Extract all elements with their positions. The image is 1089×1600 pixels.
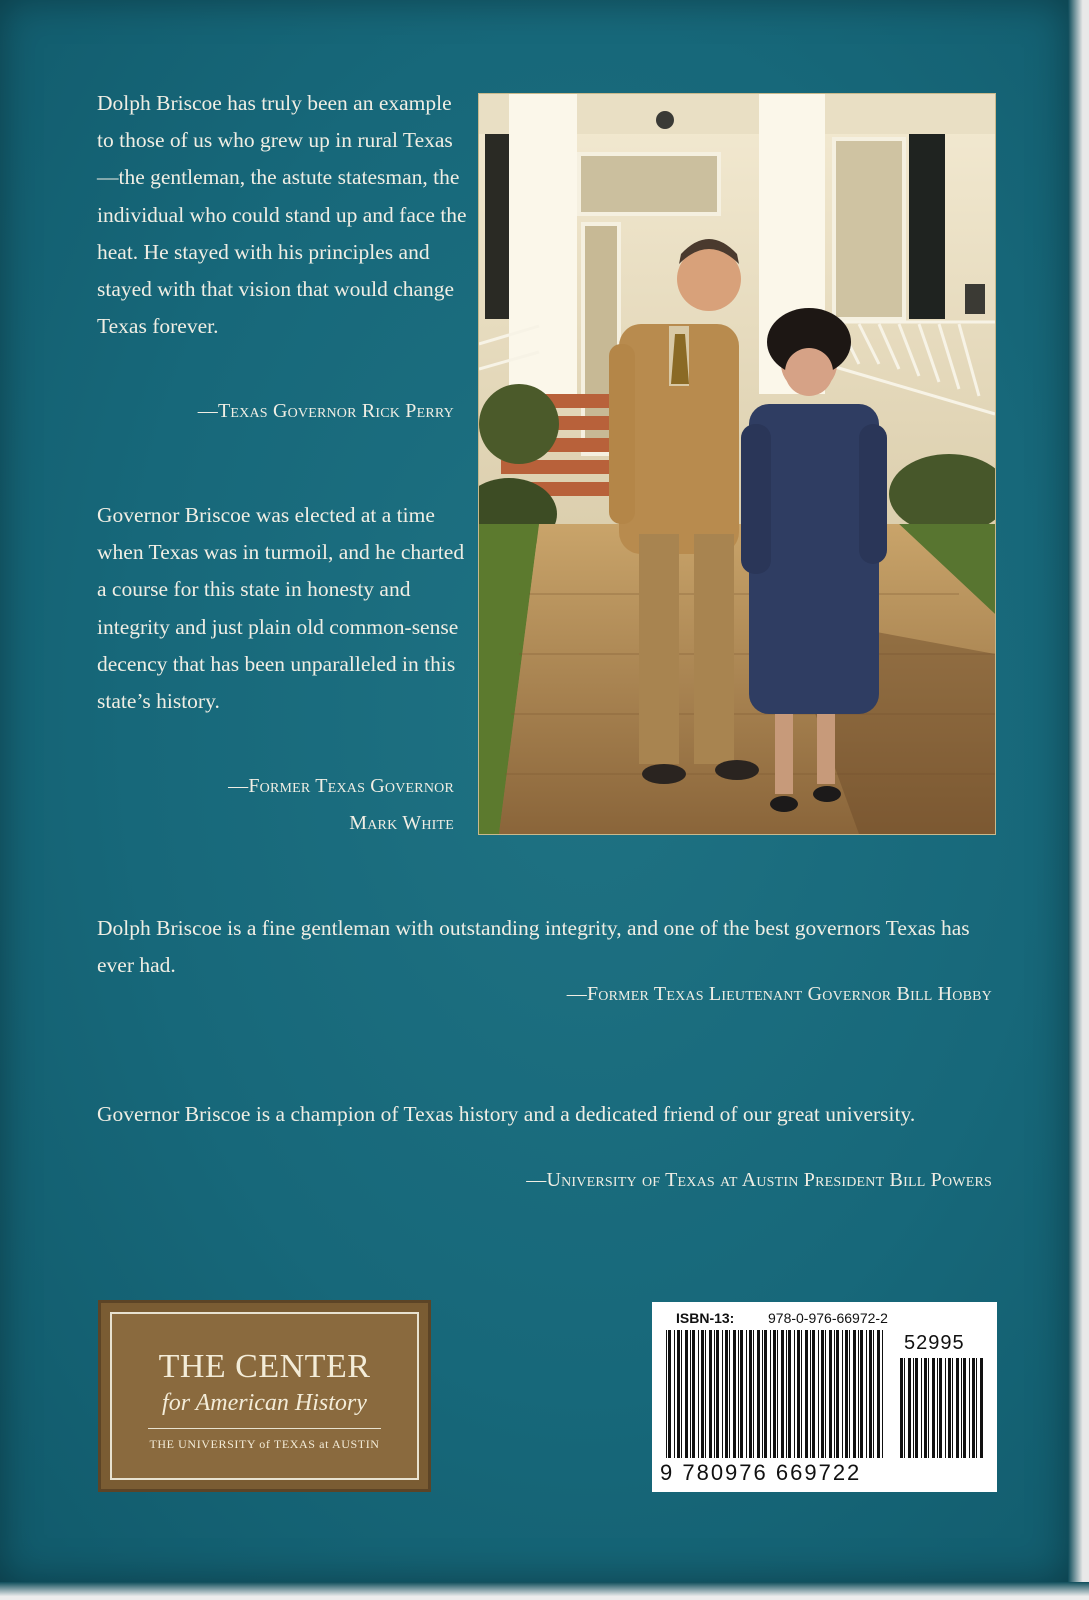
barcode-bar xyxy=(980,1358,983,1458)
barcode-bar xyxy=(882,1330,883,1458)
barcode-bar xyxy=(976,1358,977,1458)
quote-attribution: —University of Texas at Austin President Bill Powers xyxy=(526,1169,992,1191)
barcode-bar xyxy=(714,1330,715,1458)
barcode-bar xyxy=(749,1330,752,1458)
barcode-bar xyxy=(956,1358,959,1458)
logo-frame xyxy=(110,1312,419,1480)
quote-attribution: —Texas Governor Rick Perry xyxy=(197,400,454,422)
barcode-bar xyxy=(972,1358,975,1458)
quote-attribution: —Former Texas Lieutenant Governor Bill Hobby xyxy=(566,983,992,1005)
barcode-bar xyxy=(877,1330,880,1458)
quote-rick-perry xyxy=(97,85,467,345)
barcode-bar xyxy=(858,1330,859,1458)
barcode-bar xyxy=(674,1330,675,1458)
logo-title: THE CENTER xyxy=(158,1348,371,1385)
barcode-bar xyxy=(738,1330,739,1458)
barcode-bar xyxy=(853,1330,856,1458)
barcode-bar xyxy=(746,1330,747,1458)
barcode-bar xyxy=(860,1330,863,1458)
quote-text: Governor Briscoe is a champion of Texas history and a dedicated friend of our great university. xyxy=(97,1102,916,1126)
cover-photo xyxy=(478,93,996,835)
quote-text: Dolph Briscoe has truly been an example to those of us who grew up in rural Texas—the gentleman, the astute statesman, the individual who could stand up and face the heat. He stayed with his principles and stayed with that vision that would change Texas forever. xyxy=(97,91,467,339)
barcode-bar xyxy=(963,1358,966,1458)
barcode-bar xyxy=(845,1330,848,1458)
quote-attribution: —Former Texas Governor Mark White xyxy=(228,775,454,834)
barcode-bar xyxy=(812,1330,815,1458)
isbn-barcode xyxy=(652,1302,997,1492)
isbn-label: ISBN-13: xyxy=(676,1310,735,1326)
barcode-bar xyxy=(866,1330,867,1458)
barcode-bar xyxy=(753,1330,754,1458)
quote-text: Governor Briscoe was elected at a time when Texas was in turmoil, and he charted a course for this state in honesty and integrity and just plain old common-sense decency that has been unparalleled in this state’s history. xyxy=(97,503,465,714)
barcode-bar xyxy=(969,1358,970,1458)
barcode-bar xyxy=(952,1358,953,1458)
barcode-digits: 9 780976 669722 xyxy=(660,1460,862,1485)
barcode-bar xyxy=(764,1330,767,1458)
barcode-bar xyxy=(770,1330,771,1458)
barcode-bar xyxy=(873,1330,874,1458)
quote-bill-hobby xyxy=(97,910,977,984)
barcode-bar xyxy=(709,1330,712,1458)
barcode-bar xyxy=(777,1330,778,1458)
barcode-bar xyxy=(794,1330,795,1458)
barcode-bar xyxy=(740,1330,743,1458)
barcode-bar xyxy=(908,1358,911,1458)
barcode-bar xyxy=(924,1358,927,1458)
barcode-bar xyxy=(869,1330,872,1458)
barcode-bar xyxy=(932,1358,935,1458)
barcode-bar xyxy=(913,1358,914,1458)
barcode-bar xyxy=(810,1330,811,1458)
barcode-bar xyxy=(836,1330,839,1458)
barcode-bar xyxy=(677,1330,680,1458)
barcode-bar xyxy=(797,1330,800,1458)
barcode-bar xyxy=(716,1330,719,1458)
barcode-bar xyxy=(834,1330,835,1458)
barcode-bar xyxy=(805,1330,808,1458)
barcode-bar xyxy=(829,1330,832,1458)
barcode-bar xyxy=(681,1330,682,1458)
barcode-bar xyxy=(690,1330,691,1458)
barcode-bar xyxy=(961,1358,962,1458)
cover-edge-right xyxy=(1068,0,1089,1600)
barcode-bar xyxy=(849,1330,850,1458)
barcode-bar xyxy=(685,1330,688,1458)
barcode-bar xyxy=(801,1330,802,1458)
barcode-bar xyxy=(668,1330,671,1458)
barcode-bar xyxy=(781,1330,784,1458)
barcode-bar xyxy=(722,1330,723,1458)
barcode-bar xyxy=(921,1358,922,1458)
barcode-bar xyxy=(729,1330,730,1458)
barcode-bar xyxy=(666,1330,667,1458)
barcode-bar xyxy=(842,1330,843,1458)
barcode-bar xyxy=(915,1358,918,1458)
barcode-bar xyxy=(821,1330,824,1458)
barcode-bar xyxy=(773,1330,776,1458)
logo-subtitle: for American History xyxy=(162,1390,367,1416)
barcode-bar xyxy=(698,1330,699,1458)
barcode-bar xyxy=(788,1330,791,1458)
photo-illustration xyxy=(479,94,995,834)
logo-divider xyxy=(148,1428,381,1429)
barcode-bar xyxy=(945,1358,946,1458)
barcode-bar xyxy=(900,1358,903,1458)
quote-bill-powers xyxy=(97,1096,997,1133)
barcode-bar xyxy=(701,1330,704,1458)
logo-university: THE UNIVERSITY of TEXAS at AUSTIN xyxy=(149,1437,380,1451)
barcode-bar xyxy=(733,1330,736,1458)
barcode-bar xyxy=(705,1330,706,1458)
ean-barcode-bars xyxy=(666,1330,886,1458)
isbn-value: 978-0-976-66972-2 xyxy=(768,1310,888,1326)
barcode-bar xyxy=(825,1330,826,1458)
center-for-american-history-logo xyxy=(98,1300,431,1492)
barcode-bar xyxy=(757,1330,760,1458)
quote-text: Dolph Briscoe is a fine gentleman with outstanding integrity, and one of the best governors Texas has ever had. xyxy=(97,916,970,978)
cover-edge-bottom xyxy=(0,1582,1089,1600)
barcode-bar xyxy=(762,1330,763,1458)
barcode-bar xyxy=(937,1358,938,1458)
barcode-bar xyxy=(904,1358,905,1458)
barcode-bar xyxy=(692,1330,695,1458)
price-code: 52995 xyxy=(904,1332,965,1354)
barcode-bar xyxy=(786,1330,787,1458)
quote-mark-white xyxy=(97,497,467,720)
barcode-bar xyxy=(948,1358,951,1458)
barcode-bar xyxy=(928,1358,929,1458)
barcode-bar xyxy=(939,1358,942,1458)
addon-barcode-bars xyxy=(900,1358,984,1458)
barcode-bar xyxy=(818,1330,819,1458)
barcode-bar xyxy=(725,1330,728,1458)
